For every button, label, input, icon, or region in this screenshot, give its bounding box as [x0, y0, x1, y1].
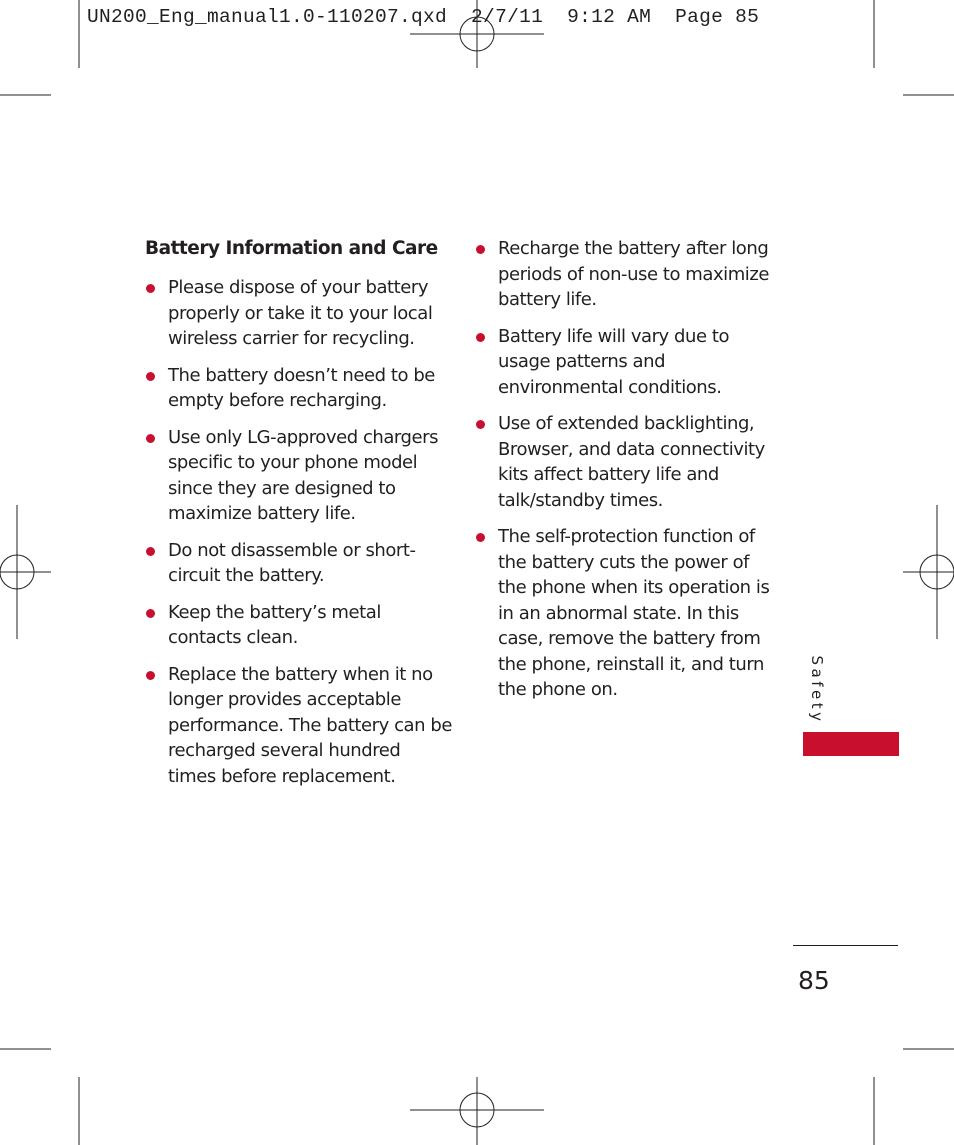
- bullet-icon: [146, 547, 155, 556]
- list-item-text: Use only LG-approved chargers specific to your phone model since they are designed to maximize battery life.: [168, 426, 439, 524]
- bullet-icon: [476, 333, 485, 342]
- list-item: [475, 236, 773, 313]
- list-item: [475, 524, 773, 703]
- bullet-icon: [146, 434, 155, 443]
- bullet-icon: [146, 284, 155, 293]
- section-heading: Battery Information and Care: [145, 238, 438, 259]
- list-item: [145, 363, 453, 414]
- right-bullet-list: [475, 236, 775, 703]
- list-item-text: Do not disassemble or short-circuit the battery.: [168, 539, 416, 586]
- list-item-text: Keep the battery’s metal contacts clean.: [168, 601, 381, 648]
- list-item-text: Battery life will vary due to usage patterns and environmental conditions.: [498, 325, 730, 398]
- list-item: [475, 324, 773, 401]
- bullet-icon: [146, 609, 155, 618]
- bullet-icon: [146, 671, 155, 680]
- list-item: [145, 662, 453, 790]
- page-number: 85: [798, 966, 830, 995]
- bullet-icon: [146, 372, 155, 381]
- left-bullet-list: [145, 275, 452, 789]
- list-item: [475, 411, 773, 513]
- bullet-icon: [476, 533, 485, 542]
- list-item: [145, 600, 453, 651]
- bullet-icon: [476, 420, 485, 429]
- right-column: [475, 236, 775, 714]
- list-item: [145, 275, 453, 352]
- page-number-rule: [793, 945, 898, 946]
- list-item-text: Please dispose of your battery properly or take it to your local wireless carrier for recycling.: [168, 277, 433, 349]
- side-tab-label: Safety: [808, 655, 826, 725]
- list-item: [145, 538, 453, 589]
- list-item-text: Replace the battery when it no longer provides acceptable performance. The battery can be recharged several hundred times before replacement.: [168, 663, 452, 787]
- side-tab-marker: [803, 732, 899, 756]
- list-item-text: Use of extended backlighting, Browser, and data connectivity kits affect battery life and talk/standby times.: [498, 413, 765, 511]
- print-slug-line: UN200_Eng_manual1.0-110207.qxd 2/7/11 9:12 AM Page 85: [87, 6, 760, 28]
- list-item-text: The self-protection function of the battery cuts the power of the phone when its operation is in an abnormal state. In this case, remove the battery from the phone, reinstall it, and turn the phone on.: [498, 526, 770, 700]
- bullet-icon: [476, 245, 485, 254]
- list-item-text: The battery doesn’t need to be empty before recharging.: [168, 364, 435, 411]
- list-item-text: Recharge the battery after long periods of non-use to maximize battery life.: [498, 238, 769, 310]
- list-item: [145, 425, 453, 527]
- left-column: [145, 236, 452, 800]
